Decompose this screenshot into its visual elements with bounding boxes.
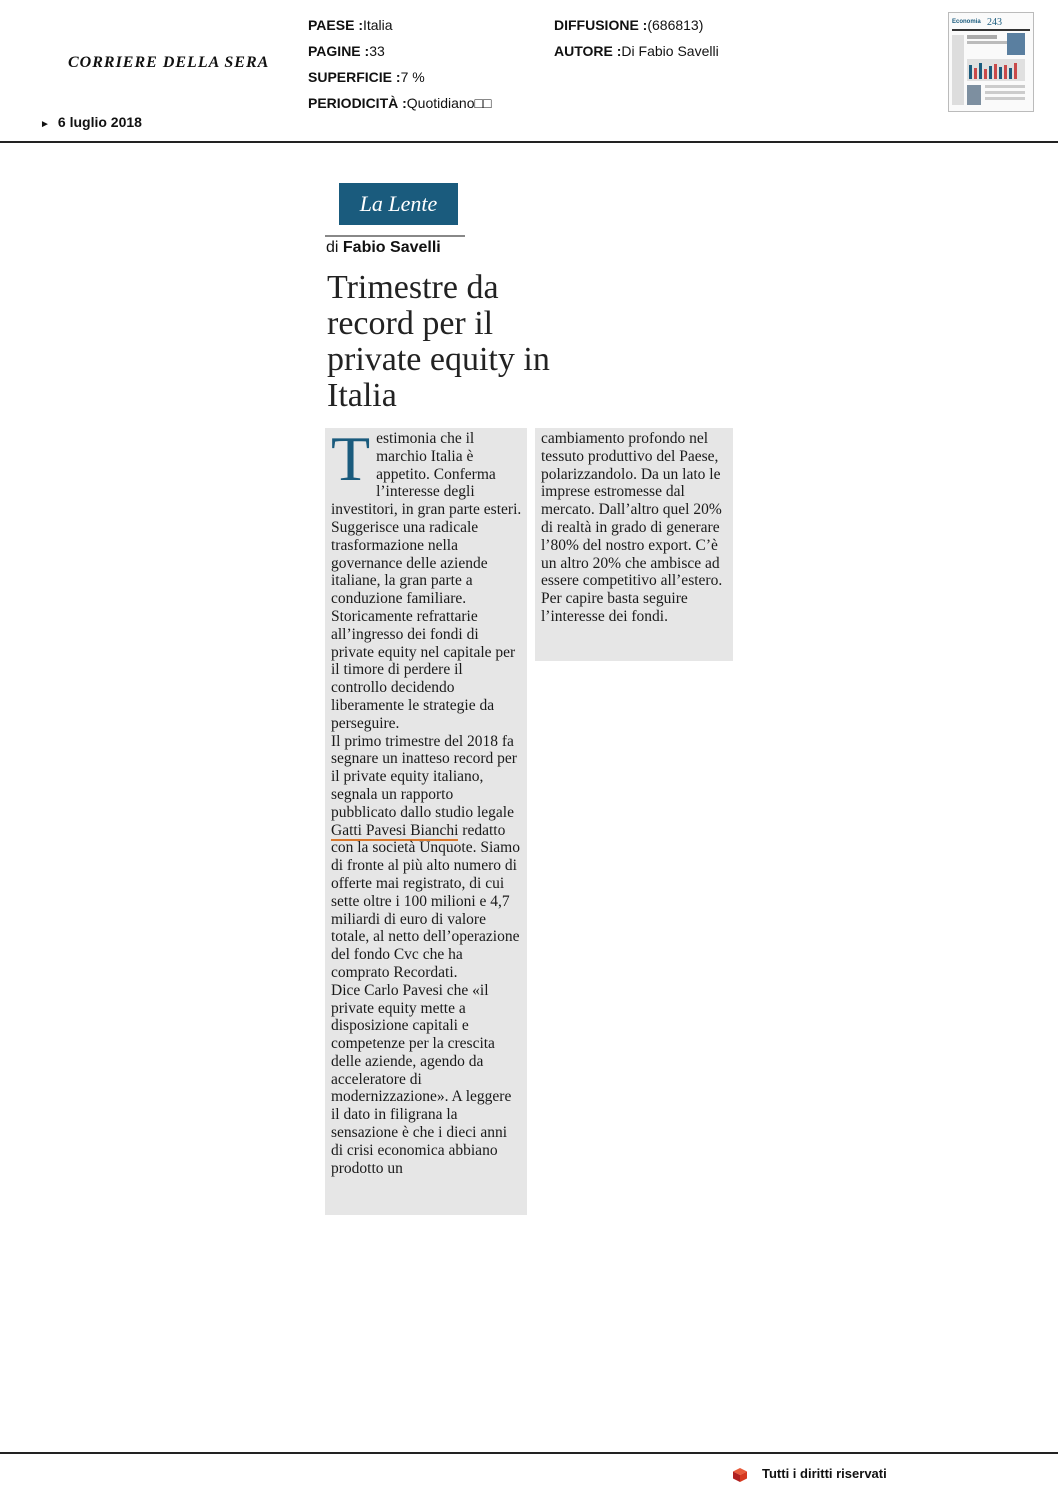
footer-divider — [0, 1452, 1058, 1454]
dropcap: T — [331, 423, 371, 494]
date-text: 6 luglio 2018 — [57, 114, 142, 130]
highlighted-term[interactable]: Gatti Pavesi Bianchi — [331, 821, 459, 839]
thumbnail-graphic — [949, 13, 1033, 111]
cube-logo-icon — [732, 1467, 748, 1483]
article-column-2 — [535, 428, 733, 661]
meta-pagine: PAGINE :33 — [308, 43, 385, 59]
meta-superficie: SUPERFICIE :7 % — [308, 69, 425, 85]
paragraph-4: cambiamento profondo nel tessuto produttivo del Paese, polarizzandolo. Da un lato le imprese estromesse dal mercato. Dall’altro quel 20% di realtà in grado di generare l’80% del nostro export. C’è un altro 20% che ambisce ad essere competitivo all’estero. Per capire basta seguire l’interesse dei fondi. — [541, 430, 723, 625]
thumbnail-number: 243 — [987, 17, 1002, 28]
byline — [326, 239, 441, 257]
paragraph-2: Il primo trimestre del 2018 fa segnare un inatteso record per il private equity italiano, segnala un rapporto pubblicato dallo studio legale Gatti Pavesi Bianchi redatto con la società Unquote. Siamo di fronte al più alto numero di offerte mai registrato, di cui sette oltre i 100 milioni e 4,7 miliardi di euro di valore totale, al netto dell’operazione del fondo Cvc che ha comprato Recordati. — [331, 732, 520, 981]
section-label: La Lente — [339, 183, 458, 225]
article-column-1 — [325, 423, 527, 1215]
paragraph-1: Testimonia che il marchio Italia è appetito. Conferma l’interesse degli investitori, in gran parte esteri. Suggerisce una radicale trasformazione nella governance delle aziende italiane, la gran parte a conduzione familiare. Storicamente refrattarie all’ingresso dei fondi di private equity nel capitale per il timore di perdere il controllo decidendo liberamente le strategie da perseguire. — [331, 423, 522, 732]
rights-text: Tutti i diritti riservati — [762, 1466, 887, 1481]
meta-left — [308, 12, 491, 116]
thumbnail-section-label: Economia — [952, 19, 981, 25]
headline: Trimestre da record per il private equity in Italia — [327, 269, 550, 414]
meta-autore: AUTORE :Di Fabio Savelli — [554, 43, 719, 59]
page-thumbnail[interactable] — [948, 12, 1034, 112]
byline-name: Fabio Savelli — [342, 239, 441, 256]
date-row — [40, 114, 142, 130]
meta-diffusione: DIFFUSIONE :(686813) — [554, 17, 704, 33]
meta-right — [554, 12, 719, 64]
header-divider — [0, 141, 1058, 143]
byline-prefix: di — [326, 239, 339, 256]
meta-paese: PAESE :Italia — [308, 17, 393, 33]
paragraph-3: Dice Carlo Pavesi che «il private equity mette a disposizione capitali e competenze per la crescita delle aziende, agendo da acceleratore di modernizzazione». A leggere il dato in filigrana la sensazione è che i dieci anni di crisi economica abbiano prodotto un — [331, 981, 512, 1177]
arrow-right-icon: ► — [40, 119, 50, 130]
byline-divider — [325, 235, 465, 237]
meta-periodicita: PERIODICITÀ :Quotidiano□□ — [308, 95, 492, 111]
masthead: CORRIERE DELLA SERA — [68, 54, 270, 71]
